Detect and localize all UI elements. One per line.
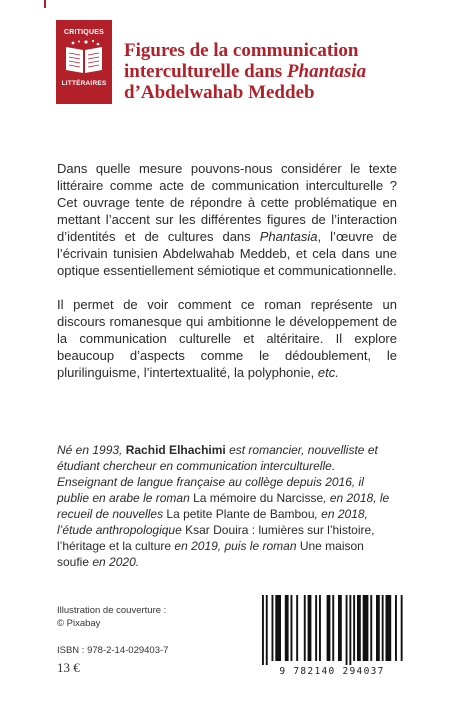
barcode-bar xyxy=(346,595,348,665)
barcode-bar xyxy=(275,595,281,661)
bio-title-2: La petite Plante de Bambou xyxy=(166,507,315,521)
summary1-part-1: Dans quelle mesure pouvons-nous considérer le texte littéraire comme acte de communication interculturelle ? Cet ouvrage tente de répondre à cette problématique en mettant l’accent sur les différentes figures de l’interaction d’identités et de cultures dans xyxy=(57,161,397,244)
author-name: Rachid Elhachimi xyxy=(125,443,226,457)
barcode-bar xyxy=(363,595,369,661)
bio-text-5: en 2019, puis le roman xyxy=(171,539,300,553)
bio-title-3: Ksar Douira : lumières sur l’histoire, l’héritage et la culture xyxy=(57,523,375,553)
bio-text-4: , en 2018, l’étude anthropologique xyxy=(57,507,368,537)
author-biography xyxy=(57,442,397,570)
barcode-bar xyxy=(386,595,392,661)
bio-text-2: est romancier, nouvelliste et étudiant chercheur en communication interculturelle. Enseignant de langue française au collège depuis 2016, il publie en arabe le roman xyxy=(57,443,378,505)
barcode-bar xyxy=(266,595,268,665)
bio-text-1: Né en 1993, xyxy=(57,443,126,457)
credit-line-1: Illustration de couverture : xyxy=(57,605,167,616)
top-accent-line xyxy=(44,0,46,8)
book-title xyxy=(124,40,424,103)
bio-title-1: La mémoire du Narcisse xyxy=(193,491,324,505)
barcode-bar xyxy=(353,595,355,661)
price: 13 € xyxy=(57,660,80,675)
barcode-bar xyxy=(338,595,342,661)
credit-line-2: © Pixabay xyxy=(57,618,101,629)
summary2-part-1: Il permet de voir comment ce roman représente un discours romanesque qui ambitionne le développement de la communication culturelle et altéritaire. Il explore beaucoup d’aspects comme le dédoublement, le plurilinguisme, l’intertextualité, la polyphonie, xyxy=(57,297,397,380)
barcode-bar xyxy=(319,595,321,661)
barcode-bar xyxy=(327,595,331,661)
barcode-bar xyxy=(272,595,274,661)
title-part-1: Figures de la communication interculturelle dans xyxy=(124,40,359,82)
title-italic: Phantasia xyxy=(286,61,367,82)
barcode-bar xyxy=(304,595,306,661)
barcode xyxy=(256,593,408,665)
open-book-icon xyxy=(63,39,105,77)
bio-text-3: , en 2018, le recueil de nouvelles xyxy=(57,491,390,521)
summary1-italic: Phantasia xyxy=(259,229,318,244)
cover-credit xyxy=(57,604,166,630)
barcode-bar xyxy=(285,595,289,661)
barcode-bar xyxy=(349,595,351,665)
summary-paragraph-1 xyxy=(57,160,397,279)
title-part-2: d’Abdelwahab Meddeb xyxy=(124,82,315,103)
barcode-bar xyxy=(262,595,264,665)
barcode-number: 9 782140 294037 xyxy=(279,666,385,677)
barcode-bar xyxy=(332,595,334,661)
barcode-bar xyxy=(308,595,312,661)
barcode-bar xyxy=(376,595,380,661)
bio-text-6: en 2020. xyxy=(89,555,140,569)
barcode-bar xyxy=(401,595,403,661)
logo-top-text: CRITIQUES xyxy=(64,29,104,36)
summary-paragraph-2 xyxy=(57,296,397,381)
barcode-bar xyxy=(315,595,317,661)
collection-logo xyxy=(56,20,112,104)
barcode-bar xyxy=(370,595,372,661)
logo-bottom-text: LITTÉRAIRES xyxy=(61,80,107,87)
barcode-bar xyxy=(291,595,293,661)
summary2-italic: etc. xyxy=(317,365,339,380)
barcode-bar xyxy=(296,595,298,661)
barcode-bars xyxy=(256,593,408,665)
barcode-bar xyxy=(357,595,361,661)
isbn-text: ISBN : 978-2-14-029403-7 xyxy=(57,645,169,656)
bio-title-4: Une maison soufie xyxy=(57,539,364,569)
barcode-bar xyxy=(395,595,397,661)
summary1-part-2: , l’œuvre de l’écrivain tunisien Abdelwahab Meddeb, et cela dans une optique essentiellement sémiotique et communicationnelle. xyxy=(57,229,397,278)
barcode-bar xyxy=(382,595,384,661)
